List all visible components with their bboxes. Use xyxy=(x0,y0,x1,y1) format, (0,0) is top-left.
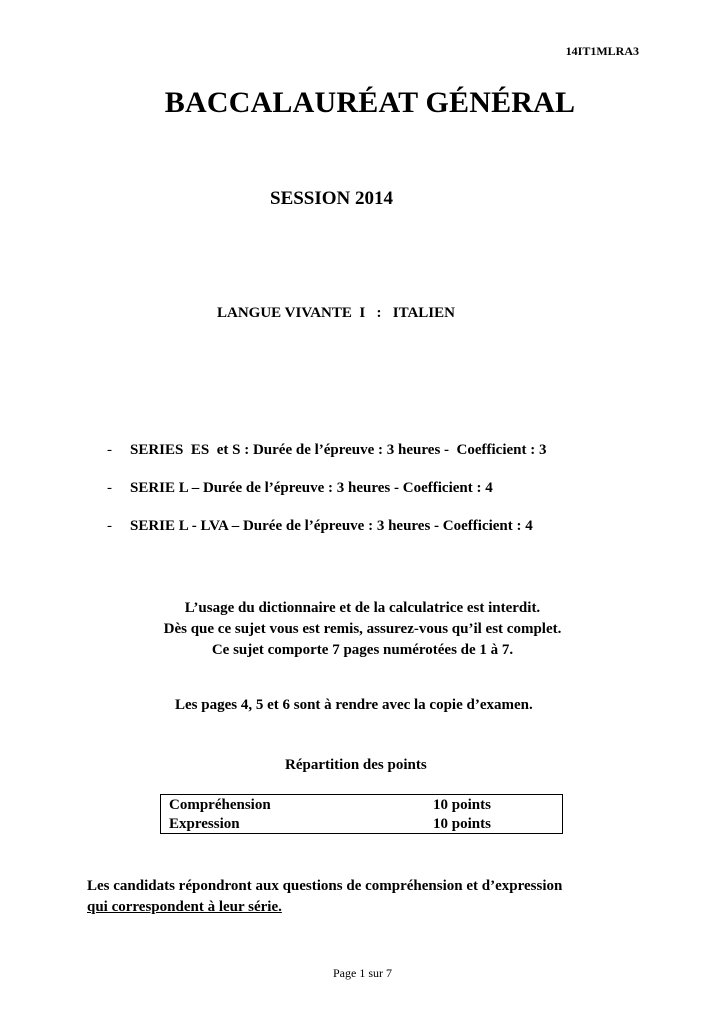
list-item xyxy=(107,518,546,556)
document-reference: 14IT1MLRA3 xyxy=(565,44,639,58)
exam-rules xyxy=(0,598,725,661)
list-item xyxy=(107,480,546,518)
rules-line: Ce sujet comporte 7 pages numérotées de 1 à 7. xyxy=(211,642,514,658)
list-bullet: - xyxy=(107,442,112,458)
points-value: 10 points xyxy=(433,816,491,832)
table-row xyxy=(169,796,562,815)
points-heading: Répartition des points xyxy=(285,757,427,773)
points-label: Compréhension xyxy=(169,797,271,813)
session-heading: SESSION 2014 xyxy=(270,188,394,209)
page-title: BACCALAURÉAT GÉNÉRAL xyxy=(164,86,576,119)
pages-note: Les pages 4, 5 et 6 sont à rendre avec la copie d’examen. xyxy=(175,697,533,713)
language-heading: LANGUE VIVANTE I : ITALIEN xyxy=(217,305,455,321)
table-row xyxy=(169,815,562,834)
series-text: SERIE L – Durée de l’épreuve : 3 heures - Coefficient : 4 xyxy=(130,480,493,496)
series-list xyxy=(107,442,546,556)
list-bullet: - xyxy=(107,518,112,534)
candidate-instructions xyxy=(87,876,562,918)
rules-line: Dès que ce sujet vous est remis, assurez-vous qu’il est complet. xyxy=(163,621,562,637)
instructions-line-underlined: qui correspondent à leur série. xyxy=(87,899,282,915)
series-text: SERIE L - LVA – Durée de l’épreuve : 3 heures - Coefficient : 4 xyxy=(130,518,533,534)
instructions-line: Les candidats répondront aux questions de compréhension et d’expression xyxy=(87,878,563,894)
rules-line: L’usage du dictionnaire et de la calculatrice est interdit. xyxy=(184,600,541,616)
list-bullet: - xyxy=(107,480,112,496)
points-label: Expression xyxy=(169,816,240,832)
list-item xyxy=(107,442,546,480)
points-value: 10 points xyxy=(433,797,491,813)
points-table xyxy=(160,794,563,834)
series-text: SERIES ES et S : Durée de l’épreuve : 3 heures - Coefficient : 3 xyxy=(130,442,547,458)
page-number: Page 1 sur 7 xyxy=(333,966,392,980)
